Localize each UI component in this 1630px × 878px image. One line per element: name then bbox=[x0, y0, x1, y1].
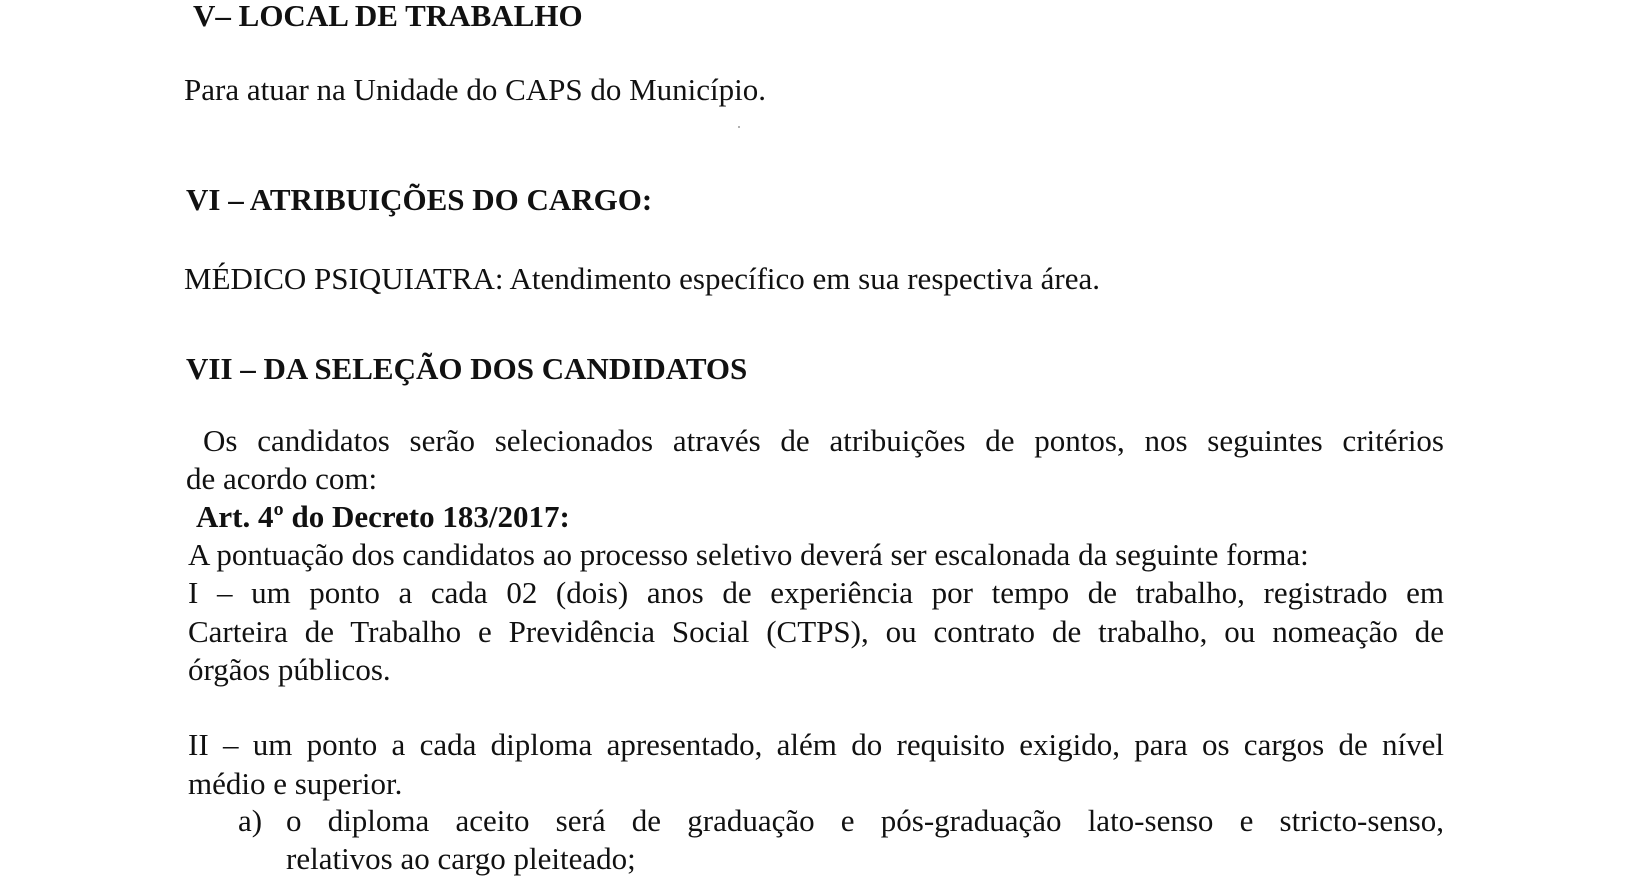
section-7-heading: VII – DA SELEÇÃO DOS CANDIDATOS bbox=[186, 351, 748, 386]
section-7-intro-line-1: Os candidatos serão selecionados através de atribuições de pontos, nos seguintes critérios bbox=[203, 423, 1444, 458]
item-1-line-3: órgãos públicos. bbox=[188, 652, 391, 687]
section-6-heading: VI – ATRIBUIÇÕES DO CARGO: bbox=[186, 182, 653, 217]
item-2a-marker: a) bbox=[238, 803, 263, 838]
article-title: Art. 4º do Decreto 183/2017: bbox=[196, 499, 570, 534]
item-1-line-2: Carteira de Trabalho e Previdência Social (CTPS), ou contrato de trabalho, ou nomeação de bbox=[188, 613, 1444, 649]
section-5-text: Para atuar na Unidade do CAPS do Município. bbox=[184, 72, 767, 107]
item-2a bbox=[286, 802, 1444, 841]
section-7-intro-line-2: de acordo com: bbox=[186, 461, 378, 496]
item-2-line-2: médio e superior. bbox=[188, 765, 403, 801]
section-5-heading: V– LOCAL DE TRABALHO bbox=[193, 0, 583, 33]
item-2a-line-1: o diploma aceito será de graduação e pós-graduação lato-senso e stricto-senso, bbox=[286, 803, 1444, 838]
item-2a-line-2: relativos ao cargo pleiteado; bbox=[286, 841, 636, 876]
item-2 bbox=[188, 726, 1444, 803]
item-1 bbox=[188, 574, 1444, 690]
section-6-text: MÉDICO PSIQUIATRA: Atendimento específico em sua respectiva área. bbox=[184, 261, 1100, 296]
section-7-intro bbox=[203, 422, 1444, 461]
article-intro: A pontuação dos candidatos ao processo seletivo deverá ser escalonada da seguinte forma: bbox=[188, 537, 1309, 572]
scan-speck bbox=[738, 126, 740, 128]
item-2-line-1: II – um ponto a cada diploma apresentado, além do requisito exigido, para os cargos de nível bbox=[188, 727, 1444, 762]
item-1-line-1: I – um ponto a cada 02 (dois) anos de experiência por tempo de trabalho, registrado em bbox=[188, 575, 1444, 610]
